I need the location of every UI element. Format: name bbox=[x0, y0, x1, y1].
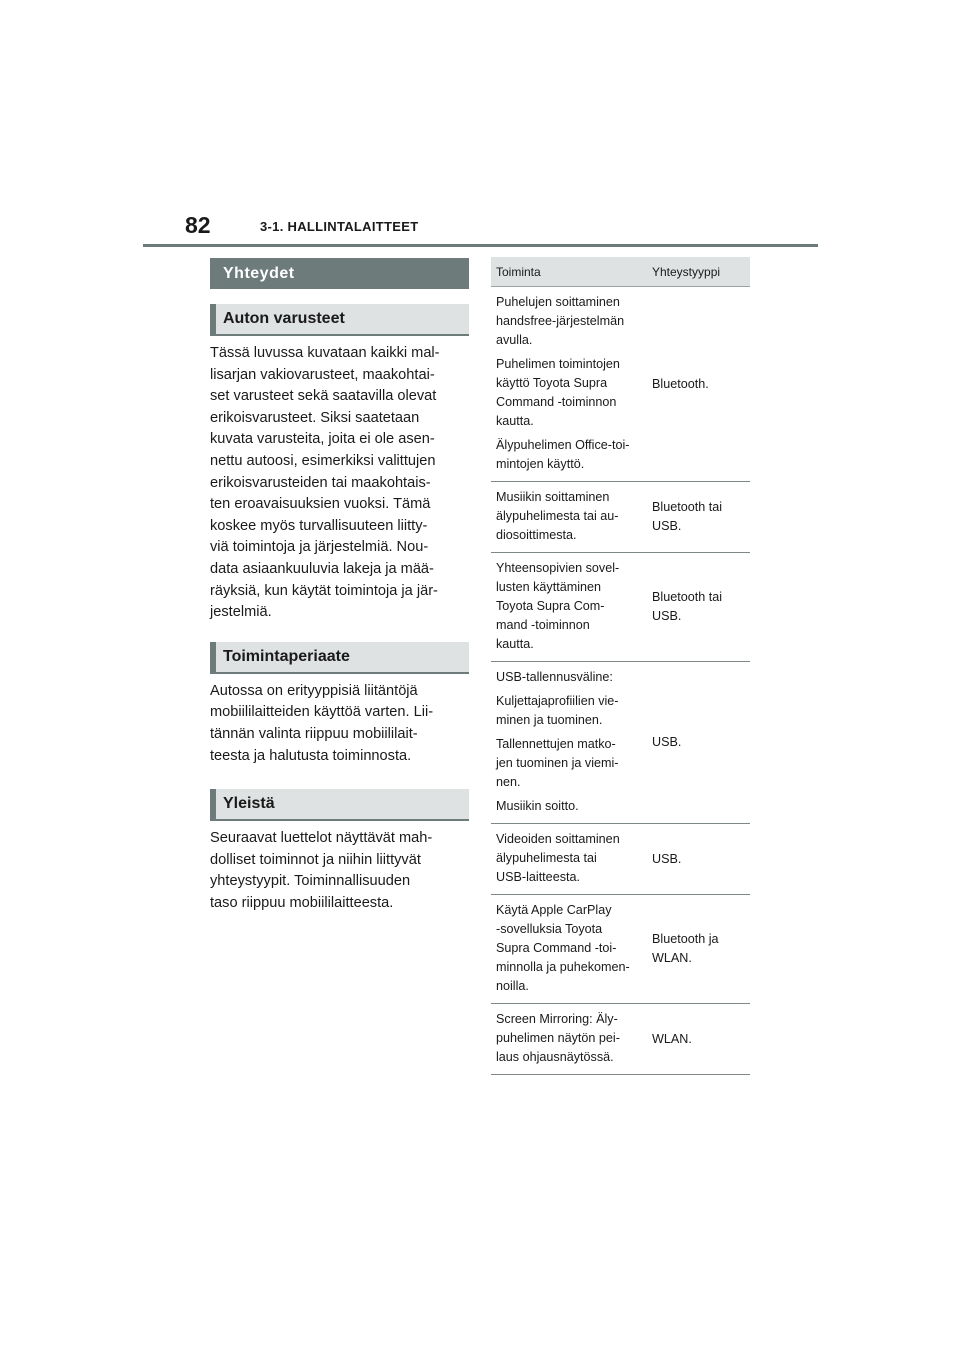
connection-type-cell: Bluetooth. bbox=[652, 376, 709, 391]
function-cell bbox=[491, 553, 652, 661]
left-column bbox=[210, 258, 469, 914]
function-cell bbox=[491, 662, 652, 823]
column-header-connection-type: Yhteystyyppi bbox=[652, 264, 721, 279]
function-item: Käytä Apple CarPlay -sovelluksia Toyota Supra Command -toi- minnolla ja puhekomen- noilla. bbox=[496, 903, 630, 993]
subheading-toimintaperiaate: Toimintaperiaate bbox=[210, 642, 469, 674]
table-body bbox=[491, 287, 750, 1075]
connection-type-cell: Bluetooth ja WLAN. bbox=[652, 932, 719, 965]
subheading-yleista: Yleistä bbox=[210, 789, 469, 821]
table-row bbox=[491, 1004, 750, 1075]
table-row bbox=[491, 553, 750, 662]
connection-table bbox=[491, 257, 750, 1075]
connection-type-cell: WLAN. bbox=[652, 1031, 692, 1046]
function-item: Puhelujen soittaminen handsfree-järjestelmän avulla. bbox=[496, 295, 625, 347]
function-cell bbox=[491, 1004, 652, 1074]
connection-type-cell: Bluetooth tai USB. bbox=[652, 590, 723, 623]
function-cell bbox=[491, 895, 652, 1003]
subheading-auton-varusteet: Auton varusteet bbox=[210, 304, 469, 336]
paragraph-yleista: Seuraavat luettelot näyttävät mah- dolliset toiminnot ja niihin liittyvät yhteystyypit. Toiminnallisuuden taso riippuu mobiililaitteesta. bbox=[210, 830, 433, 911]
function-item: Yhteensopivien sovel- lusten käyttäminen Toyota Supra Com- mand -toiminnon kautta. bbox=[496, 561, 620, 651]
function-item: USB-tallennusväline: bbox=[496, 670, 613, 684]
function-item: Puhelimen toimintojen käyttö Toyota Supra Command -toiminnon kautta. bbox=[496, 357, 620, 428]
table-row bbox=[491, 662, 750, 824]
function-cell bbox=[491, 482, 652, 552]
header-divider bbox=[143, 244, 818, 247]
table-header bbox=[491, 257, 750, 287]
connection-type-cell: Bluetooth tai USB. bbox=[652, 500, 723, 533]
table-row bbox=[491, 824, 750, 895]
function-item: Screen Mirroring: Äly- puhelimen näytön pei- laus ohjausnäytössä. bbox=[496, 1012, 620, 1064]
function-cell bbox=[491, 287, 652, 481]
table-row bbox=[491, 287, 750, 482]
function-item: Musiikin soittaminen älypuhelimesta tai au- diosoittimesta. bbox=[496, 490, 619, 542]
function-item: Tallennettujen matko- jen tuominen ja viemi- nen. bbox=[496, 737, 619, 789]
function-cell bbox=[491, 824, 652, 894]
chapter-title: 3-1. HALLINTALAITTEET bbox=[260, 219, 419, 234]
connection-type-cell: USB. bbox=[652, 851, 682, 866]
connection-type-cell: USB. bbox=[652, 735, 682, 749]
table-row bbox=[491, 895, 750, 1004]
table-row bbox=[491, 482, 750, 553]
function-item: Videoiden soittaminen älypuhelimesta tai USB-laitteesta. bbox=[496, 832, 620, 884]
paragraph-auton-varusteet: Tässä luvussa kuvataan kaikki mal- lisarjan vakiovarusteet, maakohtai- set varusteet sekä saatavilla olevat erikoisvarusteet. Siksi saatetaan kuvata varusteita, joita ei ole asen- nettu autoosi, esimerkiksi valittujen erikoisvarusteiden tai maakohtais- ten eroavaisuuksien vuoksi. Tämä koskee myös turvallisuuteen liitty- viä toimintoja ja järjestelmiä. Nou- data asiaankuuluvia lakeja ja mää- räyksiä, kun käytät toimintoja ja jär- jestelmiä. bbox=[210, 345, 440, 621]
page-number: 82 bbox=[185, 212, 211, 238]
paragraph-toimintaperiaate: Autossa on erityyppisiä liitäntöjä mobiililaitteiden käyttöä varten. Lii- tännän valinta riippuu mobiililait- teesta ja halutusta toiminnosta. bbox=[210, 682, 434, 764]
function-item: Kuljettajaprofiilien vie- minen ja tuominen. bbox=[496, 694, 619, 727]
function-item: Musiikin soitto. bbox=[496, 799, 579, 813]
section-heading: Yhteydet bbox=[210, 258, 469, 289]
column-header-function: Toiminta bbox=[496, 264, 541, 279]
function-item: Älypuhelimen Office-toi- mintojen käyttö. bbox=[496, 438, 630, 471]
